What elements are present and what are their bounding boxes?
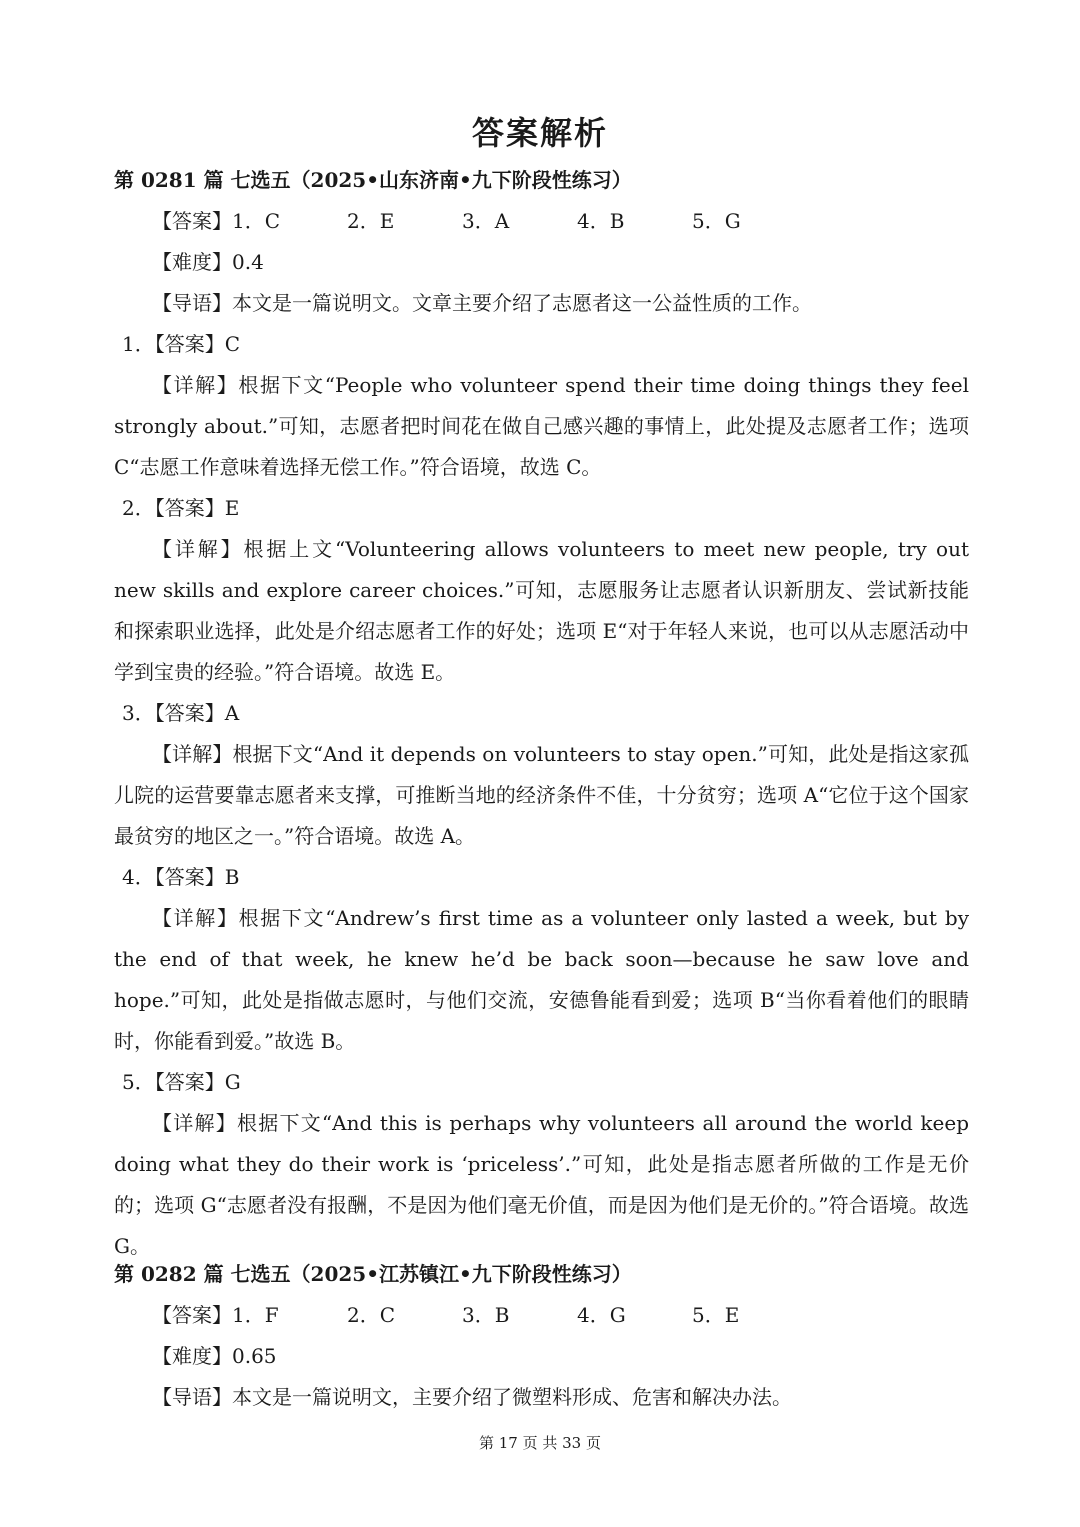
- section-heading: 第 0281 篇 七选五（2025•山东济南•九下阶段性练习）: [114, 168, 632, 192]
- item-answer: 4．【答案】B: [122, 865, 240, 889]
- answer-option: 1．F: [232, 1303, 279, 1327]
- answer-option: 3．B: [462, 1303, 510, 1327]
- answer-row: [152, 201, 1007, 242]
- item-detail: 【详解】根据上文“Volunteering allows volunteers to meet new people, try out new skills and explore career choices.”可知，志愿服务让志愿者认识新朋友、尝试新技能和探索职业选择，此处是介绍志愿者工作的好处；选项 E“对于年轻人来说，也可以从志愿活动中学到宝贵的经验。”符合语境。故选 E。: [114, 537, 969, 684]
- item-answer: 3．【答案】A: [122, 701, 240, 725]
- answer-option: 3．A: [462, 209, 510, 233]
- answer-option: 2．E: [347, 209, 395, 233]
- page-footer: 第 17 页 共 33 页: [478, 1434, 601, 1452]
- answer-option: 4．G: [577, 1303, 626, 1327]
- item-detail: 【详解】根据下文“And it depends on volunteers to stay open.”可知，此处是指这家孤儿院的运营要靠志愿者来支撑，可推断当地的经济条件不佳，十分贫穷；选项 A“它位于这个国家最贫穷的地区之一。”符合语境。故选 A。: [114, 742, 969, 848]
- difficulty: 【难度】0.65: [152, 1344, 277, 1368]
- answer-option: 4．B: [577, 209, 625, 233]
- answer-option: 5．G: [692, 209, 741, 233]
- answer-row: [152, 1295, 1007, 1336]
- section-heading: 第 0282 篇 七选五（2025•江苏镇江•九下阶段性练习）: [114, 1262, 632, 1286]
- answer-option: 1．C: [232, 209, 281, 233]
- answer-label: 【答案】: [152, 209, 232, 233]
- answer-label: 【答案】: [152, 1303, 232, 1327]
- item-answer: 2．【答案】E: [122, 496, 240, 520]
- answer-option: 5．E: [692, 1303, 740, 1327]
- difficulty: 【难度】0.4: [152, 250, 264, 274]
- intro: 【导语】本文是一篇说明文，主要介绍了微塑料形成、危害和解决办法。: [152, 1385, 792, 1409]
- item-answer: 5．【答案】G: [122, 1070, 241, 1094]
- item-answer: 1．【答案】C: [122, 332, 241, 356]
- item-detail: 【详解】根据下文“People who volunteer spend their time doing things they feel strongly about.”可知，志愿者把时间花在做自己感兴趣的事情上，此处提及志愿者工作；选项 C“志愿工作意味着选择无偿工作。”符合语境，故选 C。: [114, 373, 969, 479]
- item-detail: 【详解】根据下文“And this is perhaps why volunteers all around the world keep doing what they do their work is ‘priceless’.”可知，此处是指志愿者所做的工作是无价的；选项 G“志愿者没有报酬，不是因为他们毫无价值，而是因为他们是无价的。”符合语境。故选 G。: [114, 1111, 969, 1258]
- answer-option: 2．C: [347, 1303, 396, 1327]
- item-detail: 【详解】根据下文“Andrew’s first time as a volunteer only lasted a week, but by the end of that week, he knew he’d be back soon—because he saw love and hope.”可知，此处是指做志愿时，与他们交流，安德鲁能看到爱；选项 B“当你看着他们的眼睛时，你能看到爱。”故选 B。: [114, 906, 969, 1053]
- page-title: 答案解析: [471, 114, 608, 152]
- intro: 【导语】本文是一篇说明文。文章主要介绍了志愿者这一公益性质的工作。: [152, 291, 812, 315]
